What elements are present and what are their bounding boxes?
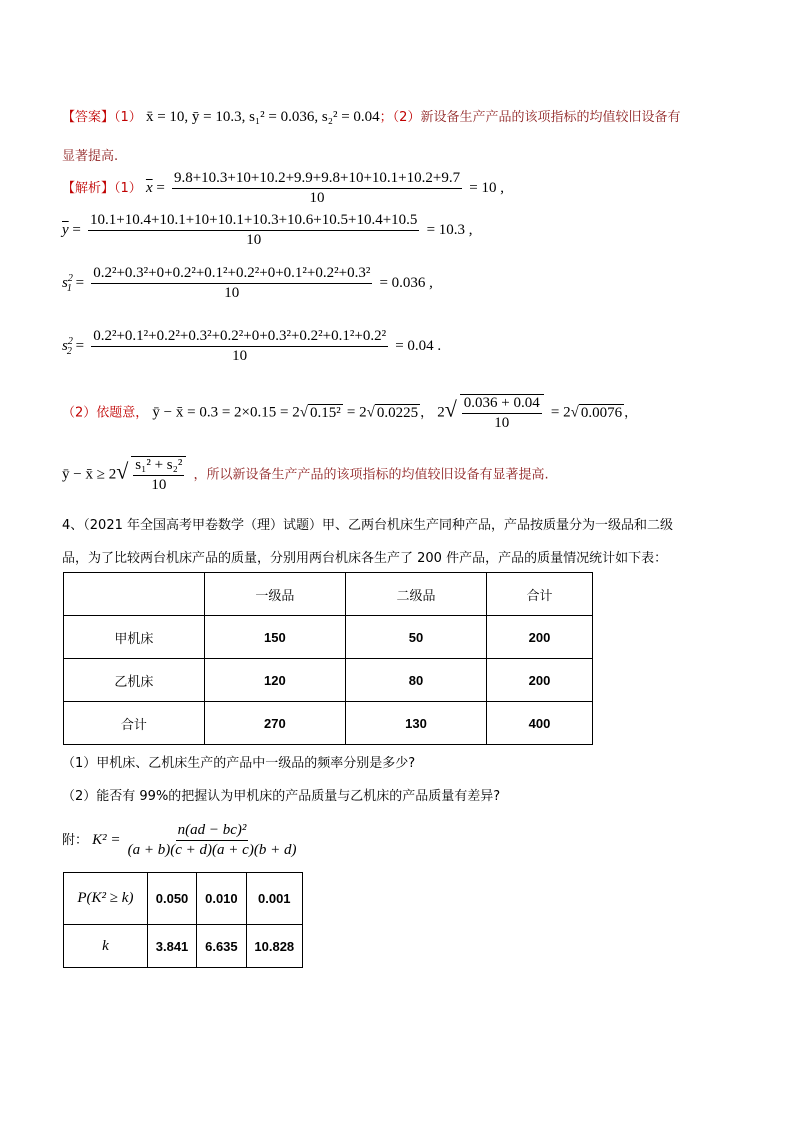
answer-part2-text: 新设备生产产品的该项指标的均值较旧设备有 — [420, 110, 681, 125]
table-header-row: 一级品 二级品 合计 — [64, 573, 593, 616]
xbar-symbol: $\overline{x}$ — [145, 180, 153, 196]
analysis-ybar: $\overline{y}$ = $\frac{10.1+10.4+10.1+10+10.1+10.3+10.6+10.5+10.4+10.5}{10}$ = 10.3 , — [62, 212, 473, 248]
appendix-formula: 附： K² = $\frac{\text{n(ad − bc)²}}{(a + b)(c + d)(a + c)(b + d)}$ — [62, 822, 297, 858]
analysis-part2-label: （2）依题意， — [62, 405, 149, 421]
answer-part1-math: x̄ = 10, ȳ = 10.3, s₁² = 0.036, s₂² = 0.04 — [145, 109, 380, 125]
analysis-xbar: 【解析】（1） $\overline{x}$ = $\frac{9.8+10.3+10+10.2+9.9+9.8+10+10.1+10.2+9.7}{10}$ = 10 , — [62, 170, 504, 206]
analysis-conclusion: ȳ − x̄ ≥ 2√ $\frac{\text{s₁² + s₂²}}{10}$ ，所以新设备生产产品的该项指标的均值较旧设备有显著提高. — [62, 457, 549, 493]
appendix-label: 附： — [62, 833, 89, 848]
sqrt-fraction: $\frac{0.036 + 0.04}{10}$ — [460, 394, 544, 432]
quality-table — [63, 572, 593, 745]
answer-separator: ； — [379, 110, 393, 125]
s2-fraction: $\frac{\text{0.2²+0.1²+0.2²+0.3²+0.2²+0+0.3²+0.2²+0.1²+0.2²}}{10}$ — [93, 328, 387, 364]
s1-symbol: $s^2_1$ — [62, 273, 73, 294]
analysis-part2: （2）依题意， ȳ − x̄ = 0.3 = 2×0.15 = 2√ 0.15² = 2√ 0.0225 ， 2√ $\frac{0.036 + 0.04}{10}$ = 2√ 0.0076 ， — [62, 395, 638, 431]
table-row: P(K² ≥ k) 0.050 0.010 0.001 — [64, 873, 303, 925]
question-2: （2）能否有 99%的把握认为甲机床的产品质量与乙机床的产品质量有差异? — [62, 789, 501, 804]
answer-part2-label: （2） — [392, 110, 421, 125]
answer-line-2: 显著提高. — [62, 149, 119, 164]
critical-value-table — [63, 872, 303, 968]
problem-line-2: 品，为了比较两台机床产品的质量，分别用两台机床各生产了 200 件产品，产品的质量情况统计如下表： — [62, 551, 668, 566]
conclusion-text: ，所以新设备生产产品的该项指标的均值较旧设备有显著提高. — [193, 467, 549, 483]
ybar-fraction: $\frac{10.1+10.4+10.1+10+10.1+10.3+10.6+10.5+10.4+10.5}{10}$ — [90, 212, 418, 248]
s2-symbol: $s^2_2$ — [62, 336, 73, 357]
problem-line-1: 4、（2021 年全国高考甲卷数学（理）试题）甲、乙两台机床生产同种产品，产品按质量分为一级品和二级 — [62, 518, 673, 533]
analysis-part1-label: （1） — [114, 181, 142, 196]
k2-fraction: $\frac{\text{n(ad − bc)²}}{(a + b)(c + d)(a + c)(b + d)}$ — [127, 822, 297, 858]
table-row: 合计 270 130 400 — [64, 702, 593, 745]
question-1: （1）甲机床、乙机床生产的产品中一级品的频率分别是多少? — [62, 756, 416, 771]
analysis-tag: 【解析】 — [62, 181, 115, 196]
s1-fraction: $\frac{\text{0.2²+0.3²+0+0.2²+0.1²+0.2²+0+0.1²+0.2²+0.3²}}{10}$ — [93, 265, 371, 301]
conclusion-fraction: $\frac{\text{s₁² + s₂²}}{10}$ — [131, 456, 186, 494]
answer-line-1 — [62, 106, 680, 126]
table-row: 乙机床 120 80 200 — [64, 659, 593, 702]
table-row: 甲机床 150 50 200 — [64, 616, 593, 659]
analysis-s1: $s^2_1$ = $\frac{\text{0.2²+0.3²+0+0.2²+0.1²+0.2²+0+0.1²+0.2²+0.3²}}{10}$ = 0.036 , — [62, 265, 433, 301]
table-row: k 3.841 6.635 10.828 — [64, 925, 303, 968]
answer-tag: 【答案】 — [62, 110, 115, 125]
xbar-fraction: $\frac{9.8+10.3+10+10.2+9.9+9.8+10+10.1+10.2+9.7}{10}$ — [173, 170, 461, 206]
analysis-s2: $s^2_2$ = $\frac{\text{0.2²+0.1²+0.2²+0.3²+0.2²+0+0.3²+0.2²+0.1²+0.2²}}{10}$ = 0.04 . — [62, 328, 442, 364]
ybar-symbol: $\overline{y}$ — [62, 222, 69, 238]
answer-part1-label: （1） — [114, 110, 142, 125]
